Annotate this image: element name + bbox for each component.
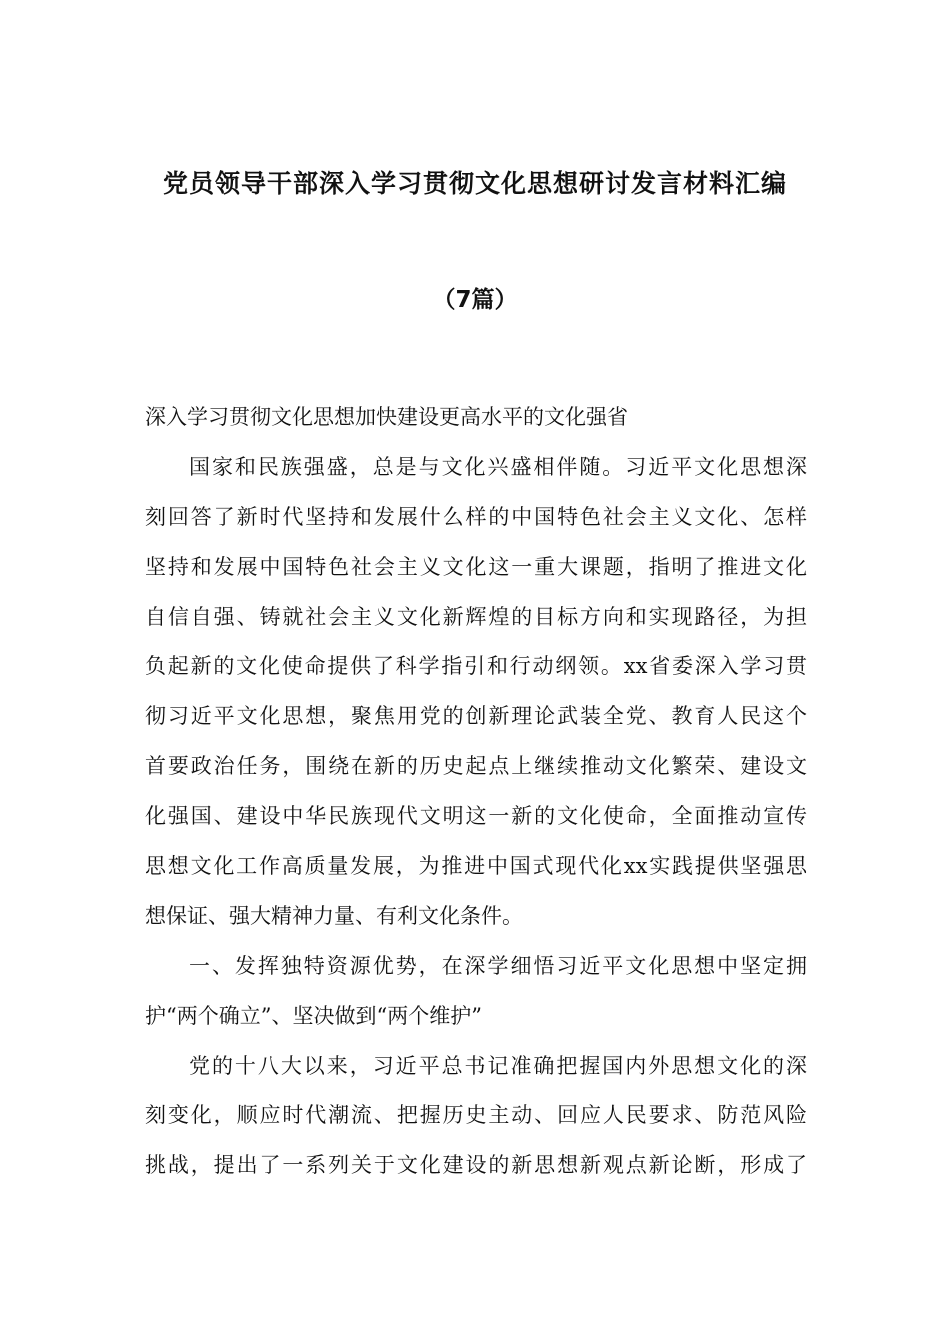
paragraph-line: 彻习近平文化思想，聚焦用党的创新理论武装全党、教育人民这个 bbox=[145, 704, 807, 729]
paragraph-line: 一、发挥独特资源优势，在深学细悟习近平文化思想中坚定拥 bbox=[189, 953, 807, 978]
paragraph-line: 国家和民族强盛，总是与文化兴盛相伴随。习近平文化思想深 bbox=[189, 454, 807, 479]
paragraph-line: 护“两个确立”、坚决做到“两个维护” bbox=[145, 1003, 482, 1028]
paragraph-line: 思想文化工作高质量发展，为推进中国式现代化xx实践提供坚强思 bbox=[145, 854, 807, 879]
paragraph-line: 坚持和发展中国特色社会主义文化这一重大课题，指明了推进文化 bbox=[145, 554, 807, 579]
paragraph-line: 想保证、强大精神力量、有利文化条件。 bbox=[145, 903, 523, 928]
paragraph-line: 刻回答了新时代坚持和发展什么样的中国特色社会主义文化、怎样 bbox=[145, 504, 807, 529]
document-body bbox=[145, 402, 807, 1200]
section-heading: 深入学习贯彻文化思想加快建设更高水平的文化强省 bbox=[145, 405, 628, 429]
document-title: 党员领导干部深入学习贯彻文化思想研讨发言材料汇编 bbox=[162, 169, 787, 198]
document-subtitle: （7篇） bbox=[432, 287, 518, 313]
paragraph-line: 首要政治任务，围绕在新的历史起点上继续推动文化繁荣、建设文 bbox=[145, 754, 807, 779]
paragraph-line: 挑战，提出了一系列关于文化建设的新思想新观点新论断，形成了 bbox=[145, 1153, 807, 1178]
paragraph-line: 化强国、建设中华民族现代文明这一新的文化使命，全面推动宣传 bbox=[145, 804, 807, 829]
paragraph-line: 负起新的文化使命提供了科学指引和行动纲领。xx省委深入学习贯 bbox=[145, 654, 807, 679]
paragraph-line: 自信自强、铸就社会主义文化新辉煌的目标方向和实现路径，为担 bbox=[145, 604, 807, 629]
paragraph-line: 刻变化，顺应时代潮流、把握历史主动、回应人民要求、防范风险 bbox=[145, 1103, 807, 1128]
paragraph-line: 党的十八大以来，习近平总书记准确把握国内外思想文化的深 bbox=[189, 1053, 807, 1078]
